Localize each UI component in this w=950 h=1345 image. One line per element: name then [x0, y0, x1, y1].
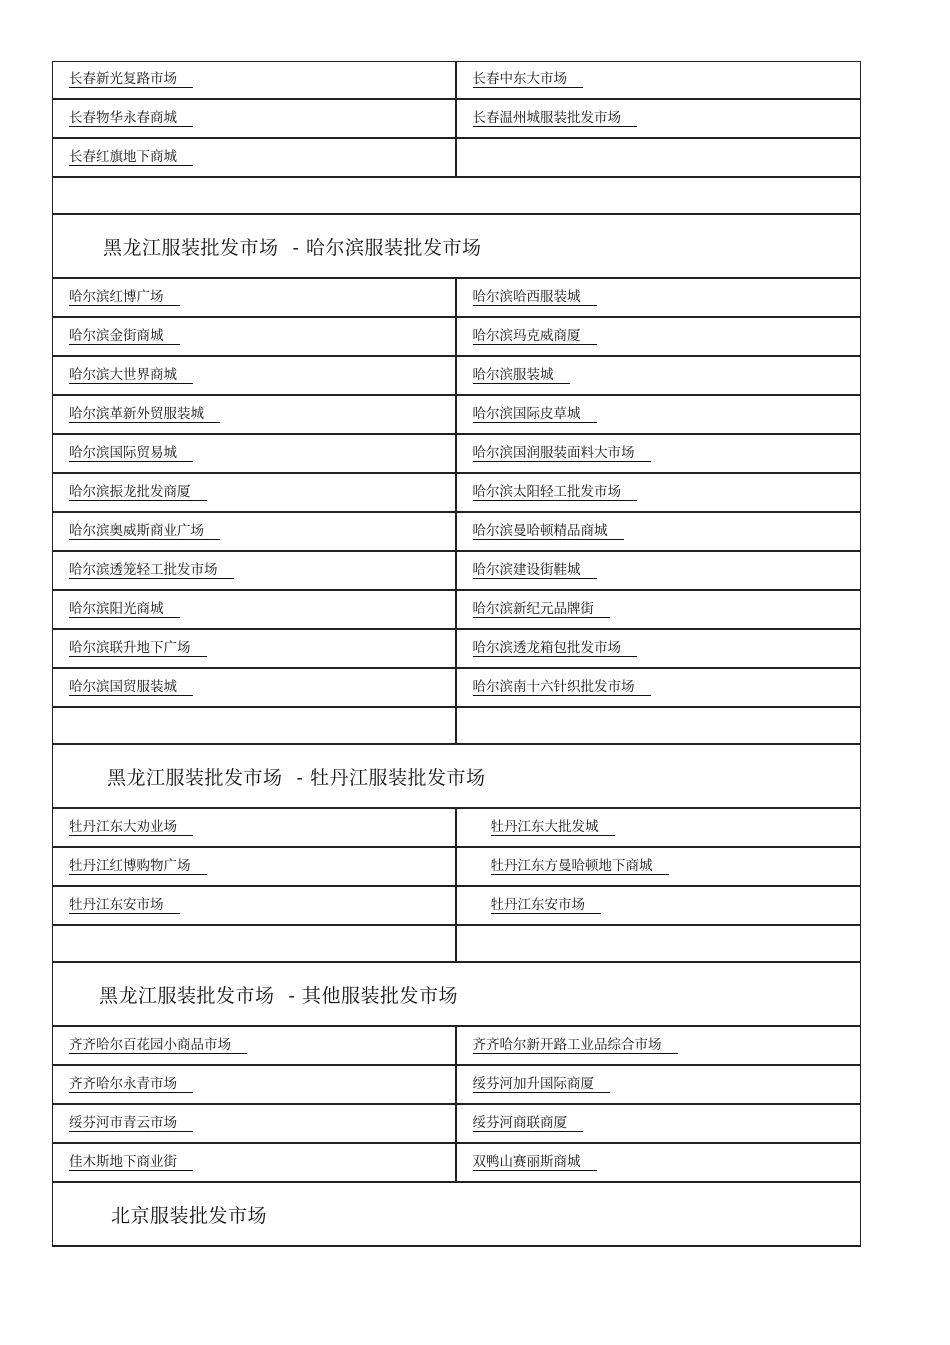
market-link[interactable]: 长春新光复路市场 [69, 72, 193, 88]
market-link[interactable]: 长春温州城服装批发市场 [473, 111, 638, 127]
market-link[interactable]: 哈尔滨建设街鞋城 [473, 563, 597, 579]
table-cell [457, 62, 861, 98]
table-cell [53, 630, 457, 667]
market-link[interactable]: 哈尔滨服装城 [473, 368, 570, 384]
market-link[interactable]: 哈尔滨国际皮草城 [473, 407, 597, 423]
table-cell [457, 887, 861, 924]
empty-cell [53, 708, 457, 743]
table-cell [53, 100, 457, 137]
market-link[interactable]: 长春红旗地下商城 [69, 150, 193, 166]
spacer-row [52, 926, 861, 963]
table-cell [457, 1144, 861, 1181]
market-link[interactable]: 哈尔滨曼哈顿精品商城 [473, 524, 624, 540]
table-row [52, 513, 861, 552]
market-link[interactable]: 哈尔滨阳光商城 [69, 602, 180, 618]
table-row [52, 396, 861, 435]
market-link[interactable]: 佳木斯地下商业街 [69, 1155, 193, 1171]
table-row [52, 1105, 861, 1144]
table-cell [457, 318, 861, 355]
market-link[interactable]: 齐齐哈尔永青市场 [69, 1077, 193, 1093]
table-cell [457, 552, 861, 589]
table-cell [53, 279, 457, 316]
market-link[interactable]: 哈尔滨透龙箱包批发市场 [473, 641, 638, 657]
market-link[interactable]: 哈尔滨金街商城 [69, 329, 180, 345]
market-link[interactable]: 绥芬河商联商厦 [473, 1116, 584, 1132]
table-row [52, 552, 861, 591]
section-heading [52, 1183, 861, 1247]
section-title: 黑龙江服装批发市场 - 牡丹江服装批发市场 [107, 766, 486, 789]
table-cell [53, 591, 457, 628]
table-cell [53, 62, 457, 98]
table-row [52, 474, 861, 513]
table-cell [457, 435, 861, 472]
table-cell [53, 357, 457, 394]
table-cell [53, 552, 457, 589]
table-row [52, 887, 861, 926]
market-link[interactable]: 长春中东大市场 [473, 72, 584, 88]
table-cell [53, 809, 457, 846]
table-cell [457, 591, 861, 628]
market-link[interactable]: 双鸭山赛丽斯商城 [473, 1155, 597, 1171]
table-cell [457, 809, 861, 846]
table-cell [53, 669, 457, 706]
table-cell [53, 1027, 457, 1064]
market-link[interactable]: 绥芬河市青云市场 [69, 1116, 193, 1132]
table-cell [457, 513, 861, 550]
table-row [52, 1144, 861, 1183]
empty-cell [457, 926, 861, 961]
market-link[interactable]: 哈尔滨玛克威商厦 [473, 329, 597, 345]
table-cell [53, 1144, 457, 1181]
section-title: 北京服装批发市场 [111, 1204, 268, 1227]
market-link[interactable]: 牡丹江东方曼哈顿地下商城 [491, 859, 669, 875]
table-cell [53, 1066, 457, 1103]
table-row [52, 318, 861, 357]
table-cell [53, 513, 457, 550]
table-cell [457, 1027, 861, 1064]
spacer-row [52, 708, 861, 745]
table-row [52, 357, 861, 396]
market-link[interactable]: 哈尔滨大世界商城 [69, 368, 193, 384]
market-link[interactable]: 哈尔滨革新外贸服装城 [69, 407, 220, 423]
market-link[interactable]: 哈尔滨透笼轻工批发市场 [69, 563, 234, 579]
table-row [52, 591, 861, 630]
table-row [52, 1027, 861, 1066]
table-cell [53, 848, 457, 885]
table-cell [53, 435, 457, 472]
table-cell [457, 669, 861, 706]
section-heading [52, 215, 861, 279]
empty-cell [457, 139, 861, 176]
market-link[interactable]: 哈尔滨联升地下广场 [69, 641, 207, 657]
table-cell [53, 887, 457, 924]
table-cell [457, 848, 861, 885]
table-row [52, 61, 861, 100]
table-row [52, 139, 861, 178]
table-cell [457, 279, 861, 316]
market-table [52, 61, 861, 1247]
market-link[interactable]: 哈尔滨南十六针织批发市场 [473, 680, 651, 696]
market-link[interactable]: 哈尔滨国际贸易城 [69, 446, 193, 462]
table-cell [53, 396, 457, 433]
table-row [52, 848, 861, 887]
market-link[interactable]: 长春物华永春商城 [69, 111, 193, 127]
market-link[interactable]: 哈尔滨奥威斯商业广场 [69, 524, 220, 540]
market-link[interactable]: 哈尔滨哈西服装城 [473, 290, 597, 306]
table-cell [457, 474, 861, 511]
table-row [52, 809, 861, 848]
table-cell [457, 630, 861, 667]
market-link[interactable]: 牡丹江红博购物广场 [69, 859, 207, 875]
section-heading [52, 963, 861, 1027]
table-row [52, 279, 861, 318]
table-cell [53, 318, 457, 355]
market-link[interactable]: 绥芬河加升国际商厦 [473, 1077, 611, 1093]
table-cell [457, 1105, 861, 1142]
table-row [52, 669, 861, 708]
market-link[interactable]: 齐齐哈尔新开路工业品综合市场 [473, 1038, 678, 1054]
market-link[interactable]: 哈尔滨国润服装面料大市场 [473, 446, 651, 462]
table-cell [457, 396, 861, 433]
section-title: 黑龙江服装批发市场 - 哈尔滨服装批发市场 [103, 236, 482, 259]
market-link[interactable]: 哈尔滨国贸服装城 [69, 680, 193, 696]
table-row [52, 1066, 861, 1105]
market-link[interactable]: 齐齐哈尔百花园小商品市场 [69, 1038, 247, 1054]
market-link[interactable]: 牡丹江东大劝业场 [69, 820, 193, 836]
table-cell [53, 139, 457, 176]
table-cell [457, 100, 861, 137]
market-link[interactable]: 哈尔滨振龙批发商厦 [69, 485, 207, 501]
table-cell [53, 474, 457, 511]
market-link[interactable]: 牡丹江东安市场 [69, 898, 180, 914]
table-row [52, 435, 861, 474]
table-row [52, 100, 861, 139]
empty-cell [457, 708, 861, 743]
table-cell [457, 1066, 861, 1103]
market-link[interactable]: 哈尔滨新纪元品牌街 [473, 602, 611, 618]
table-cell [53, 1105, 457, 1142]
market-link[interactable]: 哈尔滨红博广场 [69, 290, 180, 306]
section-title: 黑龙江服装批发市场 - 其他服装批发市场 [99, 984, 458, 1007]
market-link[interactable]: 牡丹江东安市场 [491, 898, 602, 914]
table-row [52, 630, 861, 669]
section-heading [52, 745, 861, 809]
market-link[interactable]: 牡丹江东大批发城 [491, 820, 615, 836]
market-link[interactable]: 哈尔滨太阳轻工批发市场 [473, 485, 638, 501]
spacer-row [52, 178, 861, 215]
empty-cell [53, 926, 457, 961]
table-cell [457, 357, 861, 394]
